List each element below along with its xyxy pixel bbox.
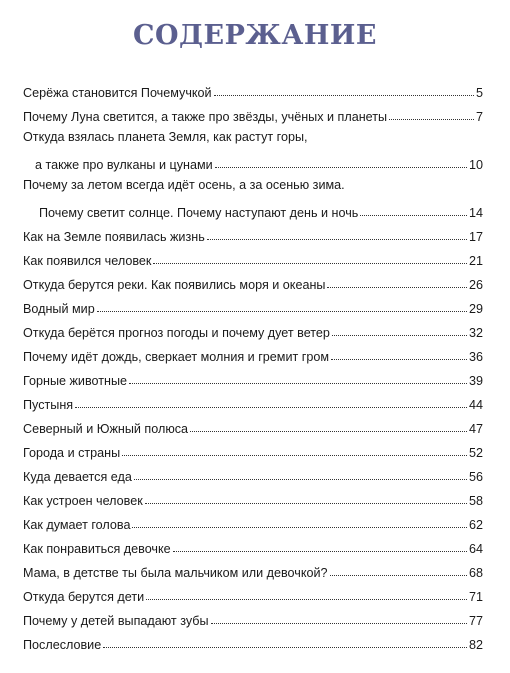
- toc-entry: [23, 538, 483, 556]
- dot-leader: [215, 167, 467, 168]
- dot-leader: [103, 647, 467, 648]
- toc-entry-page: 21: [468, 254, 483, 268]
- toc-entry-page: 64: [468, 542, 483, 556]
- toc-entry-page: 77: [468, 614, 483, 628]
- dot-leader: [331, 359, 467, 360]
- toc-entry-title: Как думает голова: [23, 518, 131, 532]
- toc-entry-title: а также про вулканы и цунами: [35, 158, 213, 172]
- toc-entry-page: 52: [468, 446, 483, 460]
- toc-entry: [23, 274, 483, 292]
- toc-entry-page: 17: [468, 230, 483, 244]
- toc-entry: [23, 394, 483, 412]
- toc-entry-title: Почему за летом всегда идёт осень, а за осенью зима.: [23, 178, 345, 192]
- dot-leader: [389, 119, 474, 120]
- toc-entry: [23, 442, 483, 460]
- toc-entry-title: Города и страны: [23, 446, 121, 460]
- toc-entry: [23, 490, 483, 508]
- dot-leader: [173, 551, 467, 552]
- toc-entry-page: 62: [468, 518, 483, 532]
- toc-entry-title: Как на Земле появилась жизнь: [23, 230, 205, 244]
- toc-entry: [23, 322, 483, 340]
- dot-leader: [211, 623, 467, 624]
- toc-entry-title: Горные животные: [23, 374, 128, 388]
- dot-leader: [214, 95, 474, 96]
- toc-entry-page: 82: [468, 638, 483, 652]
- toc-entry: [23, 202, 483, 220]
- toc-entry-title: Серёжа становится Почемучкой: [23, 86, 212, 100]
- toc-entry-title: Откуда берутся реки. Как появились моря и океаны: [23, 278, 326, 292]
- toc-entry-page: 29: [468, 302, 483, 316]
- toc-entry-first-line: [23, 130, 483, 148]
- toc-entry-first-line: [23, 178, 483, 196]
- toc-entry-title: Послесловие: [23, 638, 102, 652]
- toc-entry: [23, 562, 483, 580]
- dot-leader: [207, 239, 467, 240]
- toc-entry: [23, 418, 483, 436]
- toc-entry-title: Мама, в детстве ты была мальчиком или девочкой?: [23, 566, 328, 580]
- toc-entry-page: 36: [468, 350, 483, 364]
- toc-entry: [23, 154, 483, 172]
- toc-entry: [23, 82, 483, 100]
- toc-entry-page: 71: [468, 590, 483, 604]
- toc-entry-page: 14: [468, 206, 483, 220]
- toc-entry: [23, 586, 483, 604]
- dot-leader: [145, 503, 467, 504]
- toc-entry: [23, 298, 483, 316]
- toc-entry-title: Почему идёт дождь, сверкает молния и гремит гром: [23, 350, 330, 364]
- toc-entry-page: 68: [468, 566, 483, 580]
- toc-entry: [23, 466, 483, 484]
- toc-entry: [23, 610, 483, 628]
- toc-entry-page: 56: [468, 470, 483, 484]
- dot-leader: [75, 407, 467, 408]
- toc-entry-title: Куда девается еда: [23, 470, 132, 484]
- toc-entry: [23, 226, 483, 244]
- toc-entry-title: Водный мир: [23, 302, 95, 316]
- toc-entry-title: Почему Луна светится, а также про звёзды, учёных и планеты: [23, 110, 388, 124]
- toc-entry-title: Как устроен человек: [23, 494, 143, 508]
- toc-entry-title: Откуда берётся прогноз погоды и почему дует ветер: [23, 326, 330, 340]
- toc-entry: [23, 106, 483, 124]
- toc-entry-page: 7: [475, 110, 483, 124]
- toc-entry-title: Откуда берутся дети: [23, 590, 145, 604]
- toc-entry-title: Пустыня: [23, 398, 74, 412]
- toc-entry: [23, 634, 483, 652]
- dot-leader: [330, 575, 467, 576]
- toc-entry-title: Почему у детей выпадают зубы: [23, 614, 209, 628]
- toc-entry: [23, 346, 483, 364]
- toc-entry-title: Северный и Южный полюса: [23, 422, 189, 436]
- dot-leader: [97, 311, 467, 312]
- toc-entry-page: 47: [468, 422, 483, 436]
- dot-leader: [122, 455, 467, 456]
- toc-entry-title: Как понравиться девочке: [23, 542, 171, 556]
- toc-entry: [23, 514, 483, 532]
- page-title: СОДЕРЖАНИЕ: [133, 20, 377, 51]
- dot-leader: [132, 527, 467, 528]
- toc-entry-title: Как появился человек: [23, 254, 152, 268]
- toc-entry-page: 26: [468, 278, 483, 292]
- toc-entry-page: 5: [475, 86, 483, 100]
- dot-leader: [190, 431, 467, 432]
- toc-entry: [23, 250, 483, 268]
- toc-entry: [23, 370, 483, 388]
- dot-leader: [129, 383, 467, 384]
- toc-entry-title: Почему светит солнце. Почему наступают день и ночь: [39, 206, 359, 220]
- dot-leader: [332, 335, 467, 336]
- toc-entry-page: 10: [468, 158, 483, 172]
- dot-leader: [360, 215, 467, 216]
- toc-entry-page: 58: [468, 494, 483, 508]
- dot-leader: [327, 287, 467, 288]
- dot-leader: [134, 479, 467, 480]
- dot-leader: [146, 599, 467, 600]
- toc-entry-title: Откуда взялась планета Земля, как растут горы,: [23, 130, 308, 144]
- toc-entry-page: 32: [468, 326, 483, 340]
- dot-leader: [153, 263, 467, 264]
- toc-entry-page: 39: [468, 374, 483, 388]
- toc-entry-page: 44: [468, 398, 483, 412]
